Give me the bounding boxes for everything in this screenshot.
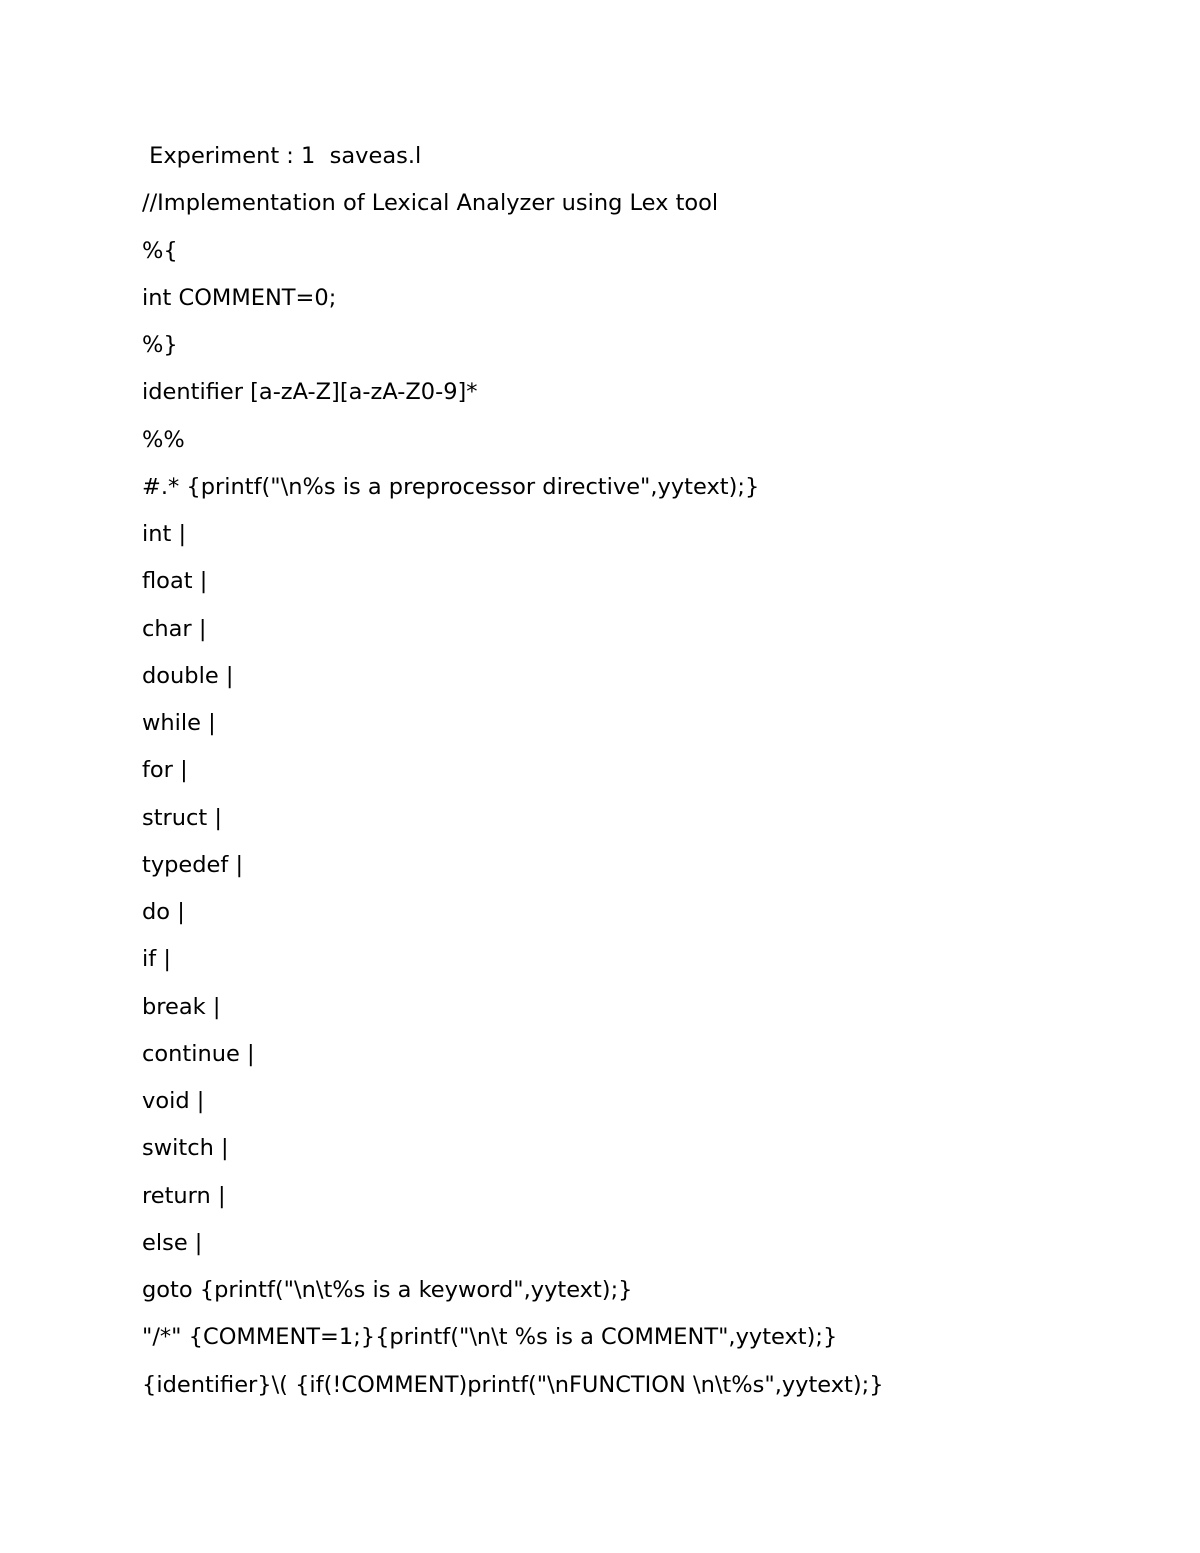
- document-body: [142, 136, 1142, 1412]
- code-line: {identifier}\( {if(!COMMENT)printf("\nFUNCTION \n\t%s",yytext);}: [142, 1371, 884, 1398]
- code-line: %%: [142, 426, 185, 453]
- code-line: %{: [142, 237, 178, 264]
- code-line: double |: [142, 662, 234, 689]
- code-line: goto {printf("\n\t%s is a keyword",yytext);}: [142, 1277, 633, 1303]
- code-line: for |: [142, 757, 188, 784]
- code-line: char |: [142, 615, 207, 642]
- code-line: float |: [142, 568, 208, 595]
- experiment-title: Experiment : 1 saveas.l: [142, 143, 422, 169]
- code-line: while |: [142, 710, 216, 736]
- code-comment-line: //Implementation of Lexical Analyzer using Lex tool: [142, 190, 719, 217]
- code-line: break |: [142, 993, 221, 1020]
- code-line: if |: [142, 946, 171, 973]
- code-line: typedef |: [142, 851, 244, 878]
- code-line: return |: [142, 1182, 226, 1209]
- code-line: struct |: [142, 804, 222, 831]
- code-line: identifier [a-zA-Z][a-zA-Z0-9]*: [142, 379, 478, 406]
- code-line: int |: [142, 521, 187, 547]
- code-line: switch |: [142, 1135, 229, 1162]
- code-line: continue |: [142, 1040, 255, 1067]
- code-line: "/*" {COMMENT=1;}{printf("\n\t %s is a COMMENT",yytext);}: [142, 1324, 838, 1351]
- code-line: #.* {printf("\n%s is a preprocessor directive",yytext);}: [142, 473, 760, 500]
- code-line: else |: [142, 1229, 203, 1256]
- code-line: do |: [142, 899, 185, 925]
- code-line: %}: [142, 332, 178, 358]
- code-line: int COMMENT=0;: [142, 284, 337, 311]
- code-line: void |: [142, 1088, 205, 1114]
